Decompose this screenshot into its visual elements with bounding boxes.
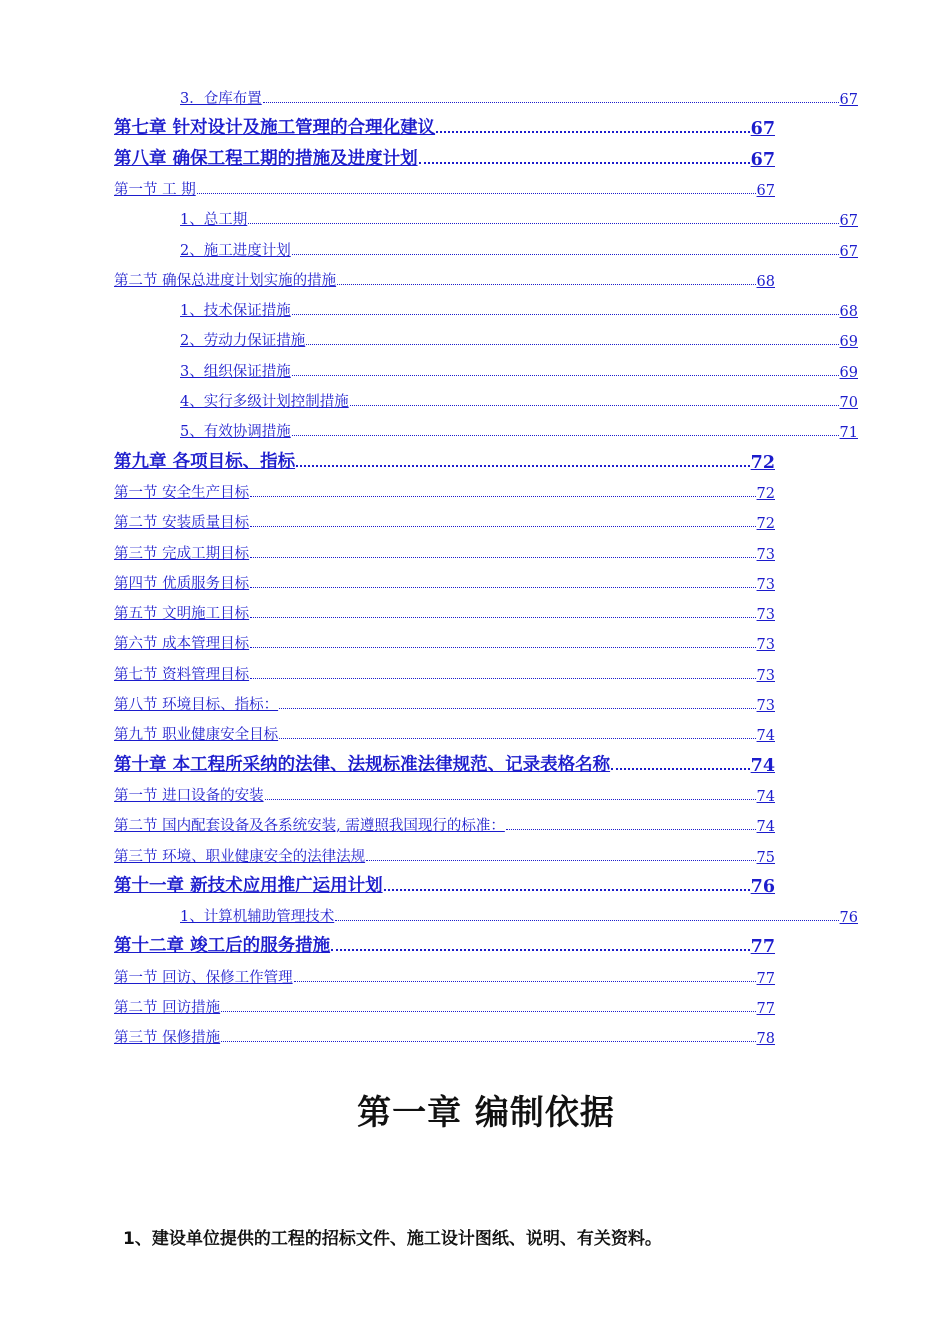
toc-item-link[interactable] — [180, 207, 858, 229]
toc-page-number: 73 — [756, 637, 775, 653]
toc-entry-title: 第三节 保修措施 — [114, 1030, 221, 1046]
toc-page-number: 69 — [839, 365, 858, 381]
toc-entry-title: 1、计算机辅助管理技术 — [180, 909, 335, 925]
toc-dot-leader — [335, 919, 838, 921]
toc-page-number: 75 — [756, 850, 775, 866]
toc-page-number: 67 — [756, 183, 775, 199]
toc-page-number: 67 — [750, 150, 775, 170]
toc-page-number: 78 — [756, 1031, 775, 1047]
toc-page-number: 71 — [839, 425, 858, 441]
toc-page-number: 77 — [756, 1001, 775, 1017]
toc-item-link[interactable] — [180, 328, 858, 350]
toc-section-link[interactable] — [114, 541, 775, 563]
toc-entry-title: 2、施工进度计划 — [180, 243, 291, 259]
toc-page-number: 67 — [839, 213, 858, 229]
toc-page-number: 77 — [750, 937, 775, 957]
toc-page-number: 74 — [750, 756, 775, 776]
toc-page-number: 67 — [839, 244, 858, 260]
toc-chapter-link[interactable] — [114, 449, 775, 473]
toc-dot-leader — [250, 677, 755, 679]
toc-chapter-link[interactable] — [114, 752, 775, 776]
toc-dot-leader — [384, 888, 750, 891]
paragraph: 1、建设单位提供的工程的招标文件、施工设计图纸、说明、有关资料。 — [123, 1229, 662, 1249]
toc-page-number: 67 — [839, 92, 858, 108]
toc-entry-title: 3、组织保证措施 — [180, 364, 291, 380]
toc-entry-title: 1、技术保证措施 — [180, 303, 291, 319]
toc-section-link[interactable] — [114, 722, 775, 744]
toc-dot-leader — [250, 616, 755, 618]
toc-entry-title: 5、有效协调措施 — [180, 424, 291, 440]
toc-page-number: 68 — [756, 274, 775, 290]
toc-entry-title: 3．仓库布置 — [180, 91, 262, 107]
toc-dot-leader — [265, 798, 756, 800]
toc-dot-leader — [506, 828, 756, 830]
toc-section-link[interactable] — [114, 692, 775, 714]
toc-entry-title: 第二节 回访措施 — [114, 1000, 221, 1016]
toc-page-number: 73 — [756, 577, 775, 593]
toc-page-number: 73 — [756, 668, 775, 684]
toc-entry-title: 第一节 工 期 — [114, 182, 196, 198]
toc-dot-leader — [296, 464, 750, 467]
toc-page-number: 73 — [756, 698, 775, 714]
toc-item-link[interactable] — [180, 904, 858, 926]
toc-page-number: 77 — [756, 971, 775, 987]
toc-dot-leader — [250, 525, 755, 527]
toc-section-link[interactable] — [114, 813, 775, 835]
toc-dot-leader — [197, 192, 756, 194]
toc-dot-leader — [250, 495, 755, 497]
toc-page-number: 72 — [756, 516, 775, 532]
toc-dot-leader — [350, 404, 839, 406]
toc-page-number: 76 — [839, 910, 858, 926]
toc-section-link[interactable] — [114, 965, 775, 987]
toc-page-number: 72 — [750, 453, 775, 473]
toc-dot-leader — [250, 556, 755, 558]
toc-dot-leader — [337, 283, 755, 285]
toc-entry-title: 第八节 环境目标、指标： — [114, 697, 279, 713]
toc-page-number: 67 — [750, 119, 775, 139]
toc-entry-title: 第一节 回访、保修工作管理 — [114, 970, 293, 986]
toc-entry-title: 第二节 确保总进度计划实施的措施 — [114, 273, 337, 289]
toc-page-number: 72 — [756, 486, 775, 502]
toc-entry-title: 第二节 国内配套设备及各系统安装, 需遵照我国现行的标准： — [114, 818, 505, 834]
toc-entry-title: 第四节 优质服务目标 — [114, 576, 250, 592]
toc-entry-title: 第九章 各项目标、指标 — [114, 452, 296, 472]
toc-dot-leader — [250, 586, 755, 588]
toc-dot-leader — [331, 948, 750, 951]
toc-section-link[interactable] — [114, 571, 775, 593]
toc-entry-title: 2、劳动力保证措施 — [180, 333, 306, 349]
toc-entry-title: 第九节 职业健康安全目标 — [114, 727, 279, 743]
toc-dot-leader — [292, 253, 839, 255]
toc-item-link[interactable] — [180, 389, 858, 411]
toc-dot-leader — [248, 222, 838, 224]
toc-entry-title: 4、实行多级计划控制措施 — [180, 394, 349, 410]
toc-entry-title: 第一节 安全生产目标 — [114, 485, 250, 501]
chapter-heading: 第一章 编制依据 — [357, 1093, 615, 1133]
toc-page-number: 74 — [756, 819, 775, 835]
toc-dot-leader — [279, 707, 755, 709]
toc-section-link[interactable] — [114, 177, 775, 199]
toc-section-link[interactable] — [114, 480, 775, 502]
toc-page-number: 74 — [756, 789, 775, 805]
toc-entry-title: 第八章 确保工程工期的措施及进度计划 — [114, 149, 418, 169]
toc-chapter-link[interactable] — [114, 146, 775, 170]
toc-dot-leader — [221, 1010, 755, 1012]
toc-page-number: 73 — [756, 547, 775, 563]
toc-page-number: 68 — [839, 304, 858, 320]
toc-entry-title: 第十二章 竣工后的服务措施 — [114, 936, 331, 956]
toc-item-link[interactable] — [180, 298, 858, 320]
toc-dot-leader — [263, 101, 839, 103]
toc-dot-leader — [221, 1040, 755, 1042]
toc-entry-title: 第一节 进口设备的安装 — [114, 788, 264, 804]
toc-dot-leader — [279, 737, 755, 739]
toc-section-link[interactable] — [114, 844, 775, 866]
toc-dot-leader — [292, 313, 839, 315]
toc-section-link[interactable] — [114, 510, 775, 532]
toc-page-number: 70 — [839, 395, 858, 411]
toc-page-number: 69 — [839, 334, 858, 350]
toc-chapter-link[interactable] — [114, 873, 775, 897]
toc-item-link[interactable] — [180, 86, 858, 108]
toc-entry-title: 第五节 文明施工目标 — [114, 606, 250, 622]
toc-section-link[interactable] — [114, 268, 775, 290]
toc-entry-title: 1、总工期 — [180, 212, 248, 228]
toc-dot-leader — [294, 980, 756, 982]
toc-page-number: 76 — [750, 877, 775, 897]
toc-dot-leader — [292, 434, 839, 436]
toc-section-link[interactable] — [114, 1025, 775, 1047]
toc-item-link[interactable] — [180, 419, 858, 441]
toc-dot-leader — [436, 130, 750, 133]
toc-page-number: 73 — [756, 607, 775, 623]
toc-section-link[interactable] — [114, 995, 775, 1017]
toc-section-link[interactable] — [114, 601, 775, 623]
toc-entry-title: 第六节 成本管理目标 — [114, 636, 250, 652]
toc-entry-title: 第二节 安装质量目标 — [114, 515, 250, 531]
toc-dot-leader — [366, 859, 755, 861]
toc-dot-leader — [292, 374, 839, 376]
toc-entry-title: 第七节 资料管理目标 — [114, 667, 250, 683]
toc-entry-title: 第三节 完成工期目标 — [114, 546, 250, 562]
toc-dot-leader — [250, 646, 755, 648]
toc-entry-title: 第十章 本工程所采纳的法律、法规标准法律规范、记录表格名称 — [114, 755, 611, 775]
toc-dot-leader — [611, 767, 750, 770]
toc-entry-title: 第十一章 新技术应用推广运用计划 — [114, 876, 383, 896]
toc-item-link[interactable] — [180, 359, 858, 381]
toc-page-number: 74 — [756, 728, 775, 744]
toc-dot-leader — [419, 161, 750, 164]
toc-section-link[interactable] — [114, 783, 775, 805]
toc-chapter-link[interactable] — [114, 933, 775, 957]
toc-entry-title: 第三节 环境、职业健康安全的法律法规 — [114, 849, 366, 865]
toc-section-link[interactable] — [114, 631, 775, 653]
toc-section-link[interactable] — [114, 662, 775, 684]
toc-item-link[interactable] — [180, 238, 858, 260]
toc-entry-title: 第七章 针对设计及施工管理的合理化建议 — [114, 118, 436, 138]
toc-dot-leader — [306, 343, 838, 345]
toc-chapter-link[interactable] — [114, 115, 775, 139]
